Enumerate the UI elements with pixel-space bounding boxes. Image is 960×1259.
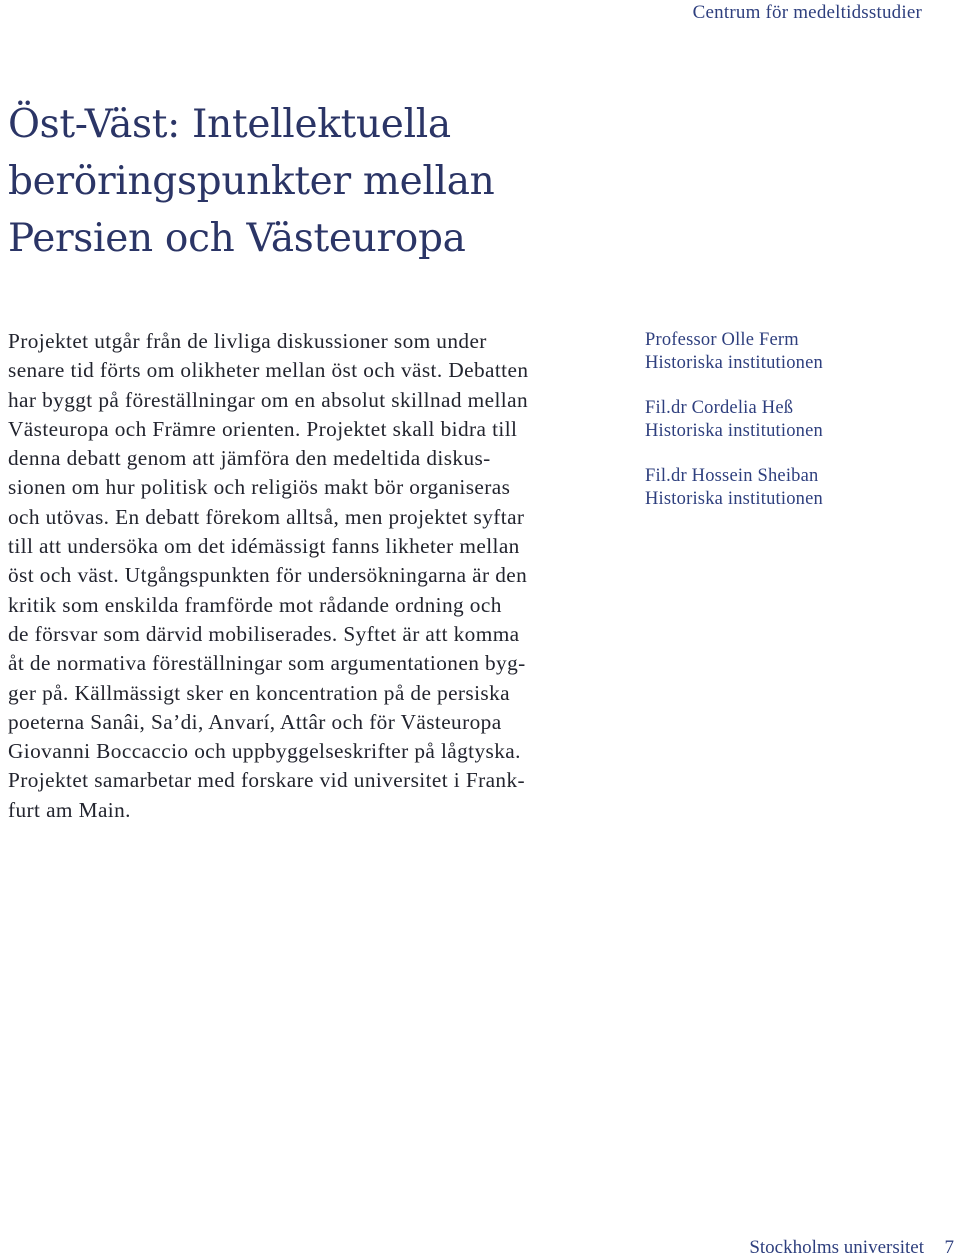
contact-affiliation: Historiska institutionen — [645, 352, 823, 373]
contact-list — [645, 329, 935, 533]
body-line: Projektet utgår från de livliga diskussioner som under — [8, 329, 487, 353]
body-line: Giovanni Boccaccio och uppbyggelseskrifter på lågtyska. — [8, 739, 521, 764]
body-line: ger på. Källmässigt sker en koncentration på de persiska — [8, 680, 511, 705]
body-line: denna debatt genom att jämföra den medeltida diskus- — [8, 446, 491, 471]
body-line: senare tid förts om olikheter mellan öst och väst. Debatten — [8, 358, 529, 383]
body-paragraph — [8, 327, 628, 825]
body-line: och utövas. En debatt förekom alltså, men projektet syftar — [8, 504, 525, 529]
body-line: kritik som enskilda framförde mot rådande ordning och — [8, 592, 502, 617]
page-number: 7 — [944, 1237, 954, 1258]
body-line: Projektet samarbetar med forskare vid universitet i Frank- — [8, 768, 526, 793]
contact-entry — [645, 465, 935, 510]
body-line: poeterna Sanâi, Sa’di, Anvarí, Attâr och för Västeuropa — [8, 709, 502, 734]
title-line: Persien och Västeuropa — [8, 216, 466, 261]
contact-entry — [645, 397, 935, 442]
contact-affiliation: Historiska institutionen — [645, 488, 823, 509]
contact-name: Fil.dr Cordelia Heß — [645, 398, 794, 418]
contact-name: Professor Olle Ferm — [645, 330, 799, 350]
contact-entry — [645, 329, 935, 374]
body-line: har byggt på föreställningar om en absolut skillnad mellan — [8, 387, 529, 412]
body-line: åt de normativa föreställningar som argumentationen byg- — [8, 651, 526, 676]
footer-university: Stockholms universitet — [749, 1237, 924, 1258]
running-header: Centrum för medeltidsstudier — [692, 2, 922, 23]
contact-affiliation: Historiska institutionen — [645, 420, 823, 441]
body-line: till att undersöka om det idémässigt fanns likheter mellan — [8, 534, 520, 559]
body-line: furt am Main. — [8, 797, 131, 822]
contact-name: Fil.dr Hossein Sheiban — [645, 466, 819, 486]
body-line: de försvar som därvid mobiliserades. Syftet är att komma — [8, 621, 520, 646]
body-line: öst och väst. Utgångspunkten för undersökningarna är den — [8, 563, 528, 588]
body-line: Västeuropa och Främre orienten. Projektet skall bidra till — [8, 416, 518, 441]
body-line: sionen om hur politisk och religiös makt bör organiseras — [8, 475, 511, 500]
title-line: beröringspunkter mellan — [8, 159, 495, 204]
page-title — [8, 96, 648, 267]
title-line: Öst-Väst: Intellektuella — [8, 102, 451, 147]
